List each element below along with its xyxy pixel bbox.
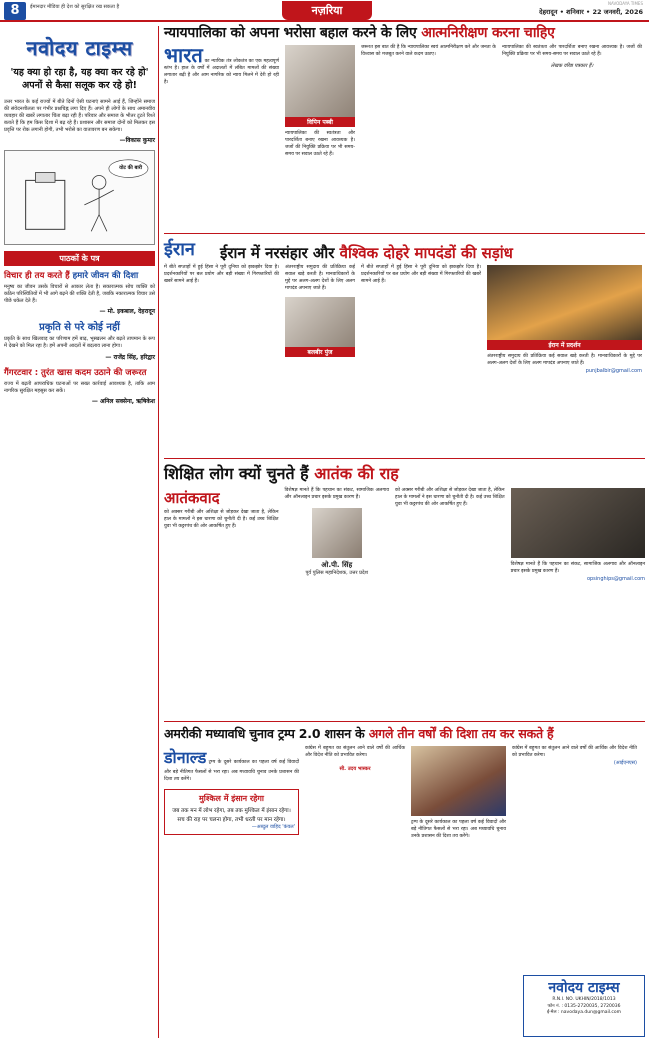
letter3-title: गैंगरटवार : तुरंत खास कदम उठाने की जरूरत xyxy=(4,367,147,378)
header-brand: NAVODAYA TIMES xyxy=(607,1,643,6)
footer-email: ई-मेल : navodaya.dun@gmail.com xyxy=(546,1010,622,1016)
story3-text2: विशेषज्ञ मानते हैं कि पहचान का संकट, सामाजिक अलगाव और ऑनलाइन प्रचार इसके प्रमुख कारण हैं। xyxy=(284,488,390,501)
letter3-sig: — अनिल सक्सेना, ऋषिकेश xyxy=(91,397,155,405)
story3-author-name: ओ.पी. सिंह xyxy=(321,561,353,570)
divider xyxy=(164,233,645,234)
editorial-byline: —विकास कुमार xyxy=(119,137,155,145)
story2-text3: में बीते सप्ताहों में हुई हिंसा ने पूरी दुनिया को झकझोर दिया है। प्रदर्शनकारियों पर बल प्रयोग और बड़ी संख्या में गिरफ्तारियों की खबरें सामने आई हैं। xyxy=(361,265,481,285)
header-tagline: ईमानदार मीडिया ही देश को सुरक्षित रख सकता है xyxy=(30,4,120,10)
story1-author-note: लेखक वरिष्ठ पत्रकार हैं। xyxy=(550,63,594,70)
footer-rni: R.N.I. NO. UKHIN/2018/1013 xyxy=(552,997,616,1002)
page-number: 8 xyxy=(4,2,26,20)
story3-text1: को अक्सर गरीबी और अशिक्षा से जोड़कर देखा जाता है, लेकिन हाल के मामलों ने इस धारणा को चुनौती दी है। कई उच्च शिक्षित युवा भी कट्टरपंथ की ओर आकर्षित हुए हैं। xyxy=(164,510,279,530)
story4-col2 xyxy=(305,746,405,946)
story2-body xyxy=(164,265,645,455)
story2-text1: में बीते सप्ताहों में हुई हिंसा ने पूरी दुनिया को झकझोर दिया है। प्रदर्शनकारियों पर बल प्रयोग और बड़ी संख्या में गिरफ्तारियों की खबरें सामने आई हैं। xyxy=(164,265,279,285)
footer-phone: फोन नं. : 0135-2720035, 2720036 xyxy=(547,1003,621,1009)
story3-col4 xyxy=(511,488,645,718)
story2-headline-b: वैश्विक दोहरे मापदंडों की सड़ांध xyxy=(339,243,513,262)
story1-col4 xyxy=(502,45,642,230)
story1-text2b: न्यायपालिका की स्वतंत्रता और पारदर्शिता बनाए रखना आवश्यक है। जजों की नियुक्ति प्रक्रिया पर भी समय-समय पर सवाल उठते रहे हैं। xyxy=(502,45,642,58)
story4-headline-a: अमरीकी मध्यावधि चुनाव ट्रम्प 2.0 शासन के xyxy=(164,726,365,742)
story2-headline xyxy=(220,243,513,262)
author-photo xyxy=(285,45,355,127)
page-header xyxy=(0,0,649,22)
story4-photo xyxy=(411,746,506,816)
letter2-title: प्रकृति से परे कोई नहीं xyxy=(39,322,120,334)
story4-headline xyxy=(164,725,645,742)
story2-text4: अंतरराष्ट्रीय समुदाय की प्रतिक्रिया कई सवाल खड़े करती है। मानवाधिकारों के मुद्दे पर अलग-अलग देशों के लिए अलग मापदंड अपनाए जाते हैं। xyxy=(487,354,642,367)
story4-headline-b: अगले तीन वर्षों की दिशा तय कर सकते हैं xyxy=(368,726,554,742)
letter2-sig: — राजेंद्र सिंह, हरिद्वार xyxy=(105,353,155,361)
dateline: देहरादून • शनिवार • 22 जनवरी, 2026 xyxy=(539,8,643,16)
story3-body xyxy=(164,488,645,718)
story2-kicker: ईरान xyxy=(164,239,195,261)
story3-col1 xyxy=(164,488,279,718)
story1-col1 xyxy=(164,45,279,230)
poem-title: मुश्किल में इंसान रहेगा xyxy=(198,794,265,804)
story1-headline-a: न्यायपालिका को अपना भरोसा बहाल करने के लिए xyxy=(164,25,417,41)
story1-headline xyxy=(164,26,645,41)
letter1-title xyxy=(4,270,155,281)
story4-col1-text xyxy=(164,746,299,783)
story1-body xyxy=(164,45,645,230)
story3-text3: को अक्सर गरीबी और अशिक्षा से जोड़कर देखा जाता है, लेकिन हाल के मामलों ने इस धारणा को चुनौती दी है। कई उच्च शिक्षित युवा भी कट्टरपंथ की ओर आकर्षित हुए हैं। xyxy=(395,488,505,508)
editorial-headline: 'यह क्या हो रहा है, यह क्या कर रहे हो' अपनों से कैसा सलूक कर रहे हो! xyxy=(10,67,149,91)
divider xyxy=(164,721,645,722)
story3-author-note: पूर्व पुलिस महानिदेशक, उत्तर प्रदेश xyxy=(305,570,369,577)
story4-body xyxy=(164,746,645,946)
story4-sig: (आईएनएस) xyxy=(613,760,637,767)
poem-lines: जब तक मन में लोभ रहेगा, तब तक मुश्किल में इंसान रहेगा। सच की राह पर चलना होगा, तभी धरती पर मान रहेगा। xyxy=(172,808,291,823)
divider xyxy=(164,458,645,459)
editorial-cartoon xyxy=(4,150,155,245)
story2-photo xyxy=(487,265,642,350)
letter1-title-a: विचार ही तय करते हैं xyxy=(4,271,70,282)
poem-box xyxy=(164,789,299,835)
story2-col4 xyxy=(487,265,642,455)
letters-heading: पाठकों के पत्र xyxy=(4,251,155,266)
masthead-logo: नवोदय टाइम्स xyxy=(26,36,133,60)
letter2-body: प्रकृति के साथ खिलवाड़ का परिणाम हमें बाढ़, भूस्खलन और बढ़ते तापमान के रूप में देखने को मिल रहा है। हमें अपनी आदतों में बदलाव लाना होगा। xyxy=(4,336,155,350)
story3-sig: opsinghips@gmail.com xyxy=(586,576,645,583)
left-column xyxy=(4,26,159,1038)
footer-logo: नवोदय टाइम्स xyxy=(548,980,620,996)
story3-col2 xyxy=(285,488,390,718)
story4-col4 xyxy=(512,746,637,946)
letter1-sig: — मो. इकबाल, देहरादून xyxy=(99,308,155,316)
story2-headline-a: ईरान में नरसंहार और xyxy=(220,243,335,262)
poem-sig: —अब्दुल वाहिद 'कंवल' xyxy=(251,823,295,830)
story4-col1 xyxy=(164,746,299,946)
story1-text2: न्यायपालिका की स्वतंत्रता और पारदर्शिता बनाए रखना आवश्यक है। जजों की नियुक्ति प्रक्रिया पर भी समय-समय पर सवाल उठते रहे हैं। xyxy=(285,131,355,158)
story4-author-name: सी. उदय भास्कर xyxy=(339,766,371,773)
story3-author-photo xyxy=(312,508,362,558)
story3-photo xyxy=(511,488,645,558)
story2-author-name: बलबीर पुंज xyxy=(285,347,355,357)
story3-headline-a: शिक्षित लोग क्यों चुनते हैं xyxy=(164,464,309,484)
editorial-body: उत्तर भारत के कई राज्यों में बीते दिनों ऐसी घटनाएं सामने आई हैं, जिन्होंने समाज की संवेदनशीलता पर गंभीर प्रश्नचिह्न लगा दिए हैं। अपने ही लोगों के साथ अमानवीय व्यवहार की खबरें लगातार चिंता बढ़ा रही हैं। परिवार और समाज के भीतर टूटते रिश्ते बताते हैं कि हम किस दिशा में बढ़ रहे हैं। प्रशासन और समाज दोनों को मिलकर इस प्रवृत्ति पर रोक लगानी होगी, तभी भरोसे का वातावरण बन सकेगा। xyxy=(4,98,155,133)
story4-kicker: डोनाल्ड xyxy=(164,748,207,768)
story4-text3: ट्रम्प के दूसरे कार्यकाल का पहला वर्ष कई विवादों और बड़े नीतिगत फैसलों से भरा रहा। अब मध्यावधि चुनाव उनके प्रशासन की दिशा तय करेंगे। xyxy=(411,820,506,840)
letter3-body: राज्य में बढ़ती आपराधिक घटनाओं पर सख्त कार्रवाई आवश्यक है, ताकि आम नागरिक सुरक्षित महसूस कर सकें। xyxy=(4,380,155,394)
story2-sig: punjbalbir@gmail.com xyxy=(585,368,642,375)
story2-photo-caption: ईरान में प्रदर्शन xyxy=(487,340,642,350)
story4-text4: कांग्रेस में बहुमत का संतुलन आने वाले वर्षों की आर्थिक और विदेश नीति को प्रभावित करेगा। xyxy=(512,746,637,759)
story1-headline-b: आत्मनिरीक्षण करना चाहिए xyxy=(421,25,555,41)
story3-headline-b: आतंक की राह xyxy=(314,464,399,484)
story4-col3 xyxy=(411,746,506,946)
story4-text1: ट्रम्प के दूसरे कार्यकाल का पहला वर्ष कई विवादों और बड़े नीतिगत फैसलों से भरा रहा। अब मध्यावधि चुनाव उनके प्रशासन की दिशा तय करेंगे। xyxy=(164,760,299,782)
cartoon-caption: वोट की बारी xyxy=(119,165,142,172)
main-area xyxy=(164,26,645,946)
story4-text2: कांग्रेस में बहुमत का संतुलन आने वाले वर्षों की आर्थिक और विदेश नीति को प्रभावित करेगा। xyxy=(305,746,405,759)
story3-headline xyxy=(164,462,645,484)
story2-author-photo xyxy=(285,297,355,357)
letter1-body: मनुष्य का जीवन उसके विचारों से आकार लेता है। सकारात्मक सोच व्यक्ति को कठिन परिस्थितियों में भी आगे बढ़ने की शक्ति देती है, जबकि नकारात्मक विचार उसे पीछे धकेल देते हैं। xyxy=(4,284,155,305)
letter1-title-b: हमारे जीवन की दिशा xyxy=(72,271,139,282)
story1-author-name: विपिन पब्बी xyxy=(285,117,355,127)
story1-kicker: भारत xyxy=(164,43,203,68)
story1-text1: का न्यायिक तंत्र लोकतंत्र का एक महत्वपूर्ण स्तंभ है। हाल के वर्षों में अदालतों में लंबित मामलों की संख्या लगातार बढ़ी है और आम नागरिक को न्याय मिलने में देरी हो रही है। xyxy=(164,59,279,86)
story3-kicker: आतंकवाद xyxy=(164,489,220,508)
story1-text3: जरूरत इस बात की है कि न्यायपालिका स्वयं आत्मनिरीक्षण करे और जनता के विश्वास को मजबूत करने वाले कदम उठाए। xyxy=(361,45,496,58)
story2-headline-row xyxy=(164,237,645,261)
story3-text4: विशेषज्ञ मानते हैं कि पहचान का संकट, सामाजिक अलगाव और ऑनलाइन प्रचार इसके प्रमुख कारण हैं। xyxy=(510,562,645,575)
story2-col2 xyxy=(285,265,355,455)
publication-info-box xyxy=(523,975,645,1037)
story1-author xyxy=(285,45,355,230)
section-title: नज़रिया xyxy=(282,1,372,20)
story2-text2: अंतरराष्ट्रीय समुदाय की प्रतिक्रिया कई सवाल खड़े करती है। मानवाधिकारों के मुद्दे पर अलग-अलग देशों के लिए अलग मापदंड अपनाए जाते हैं। xyxy=(285,265,355,292)
